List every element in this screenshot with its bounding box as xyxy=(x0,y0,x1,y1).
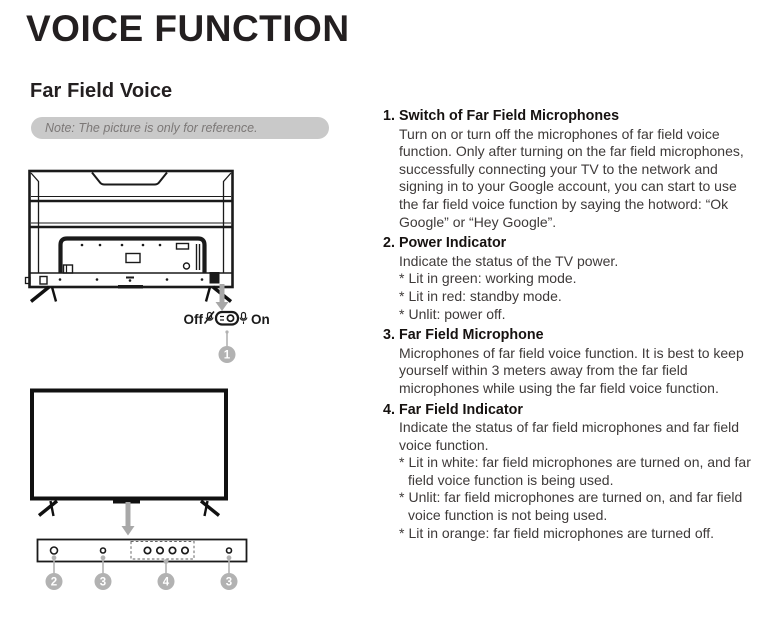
item-body: Turn on or turn off the microphones of far field voice function. Only after turning on the far field microphones, successfully connecting your TV to the network and signing in to your Google account, you can start to use the far field voice function by saying the hotword: “Ok Google” or “Hey Google”. xyxy=(399,125,744,230)
instruction-item-4 xyxy=(383,402,760,543)
mic-switch-icon xyxy=(205,312,248,325)
item-title: Switch of Far Field Microphones xyxy=(399,108,620,124)
svg-text:3: 3 xyxy=(99,576,107,589)
item-body: Indicate the status of far field microphones and far field voice function. xyxy=(399,419,740,453)
bullet-text: Lit in red: standby mode. xyxy=(408,287,562,304)
item-body: Indicate the status of the TV power. xyxy=(399,252,619,269)
bullet-item xyxy=(399,525,760,543)
mic-power-switch xyxy=(210,272,220,284)
instruction-item-1 xyxy=(383,108,760,231)
tv-back-outline xyxy=(26,171,233,287)
svg-text:2: 2 xyxy=(50,576,58,589)
item-title: Far Field Indicator xyxy=(399,401,523,418)
bullet-text: Lit in white: far field microphones are turned on, and far field voice function is being used. xyxy=(408,454,751,488)
tv-front-diagram xyxy=(0,380,300,610)
bullet-item xyxy=(399,270,760,288)
bullet-marker: * xyxy=(399,524,405,541)
bullet-marker: * xyxy=(399,305,405,322)
on-label: On xyxy=(251,312,270,327)
tv-back-feet xyxy=(31,287,231,302)
bullet-marker: * xyxy=(399,454,405,471)
bullet-marker: * xyxy=(399,287,405,304)
strip-pointer-arrow xyxy=(122,502,135,536)
item-number: 4. xyxy=(383,401,395,418)
bullet-text: Lit in green: working mode. xyxy=(408,270,577,287)
item-title: Far Field Microphone xyxy=(399,327,544,344)
page-title: VOICE FUNCTION xyxy=(26,8,350,49)
bullet-item xyxy=(399,306,760,324)
instruction-item-2 xyxy=(383,235,760,323)
off-label: Off xyxy=(183,312,203,327)
tv-front-outline xyxy=(32,391,226,499)
section-heading: Far Field Voice xyxy=(30,80,173,102)
callout-badges xyxy=(46,573,238,590)
svg-text:1: 1 xyxy=(223,349,231,362)
item-number: 3. xyxy=(383,327,395,344)
item-number: 2. xyxy=(383,235,395,252)
bullet-item xyxy=(399,288,760,306)
bullet-marker: * xyxy=(399,270,405,287)
bullet-item xyxy=(399,454,760,489)
item-body: Microphones of far field voice function. It is best to keep yourself within 3 meters away from the far field microphones while using the far field voice function. xyxy=(399,344,744,396)
svg-text:3: 3 xyxy=(225,576,233,589)
callout-1 xyxy=(219,330,236,363)
instruction-item-3 xyxy=(383,327,760,397)
bullet-text: Lit in orange: far field microphones are turned off. xyxy=(408,524,715,541)
tv-back-diagram xyxy=(0,160,300,372)
svg-text:4: 4 xyxy=(162,576,170,589)
bullet-text: Unlit: far field microphones are turned on, and far field voice function is not being used. xyxy=(408,489,743,524)
control-strip xyxy=(38,540,247,562)
bullet-item xyxy=(399,489,760,524)
bullet-text: Unlit: power off. xyxy=(408,305,506,322)
bullet-marker: * xyxy=(399,489,405,506)
item-title: Power Indicator xyxy=(399,235,507,252)
instructions-list xyxy=(383,108,760,542)
item-number: 1. xyxy=(383,108,395,124)
note-banner: Note: The picture is only for reference. xyxy=(31,117,329,139)
